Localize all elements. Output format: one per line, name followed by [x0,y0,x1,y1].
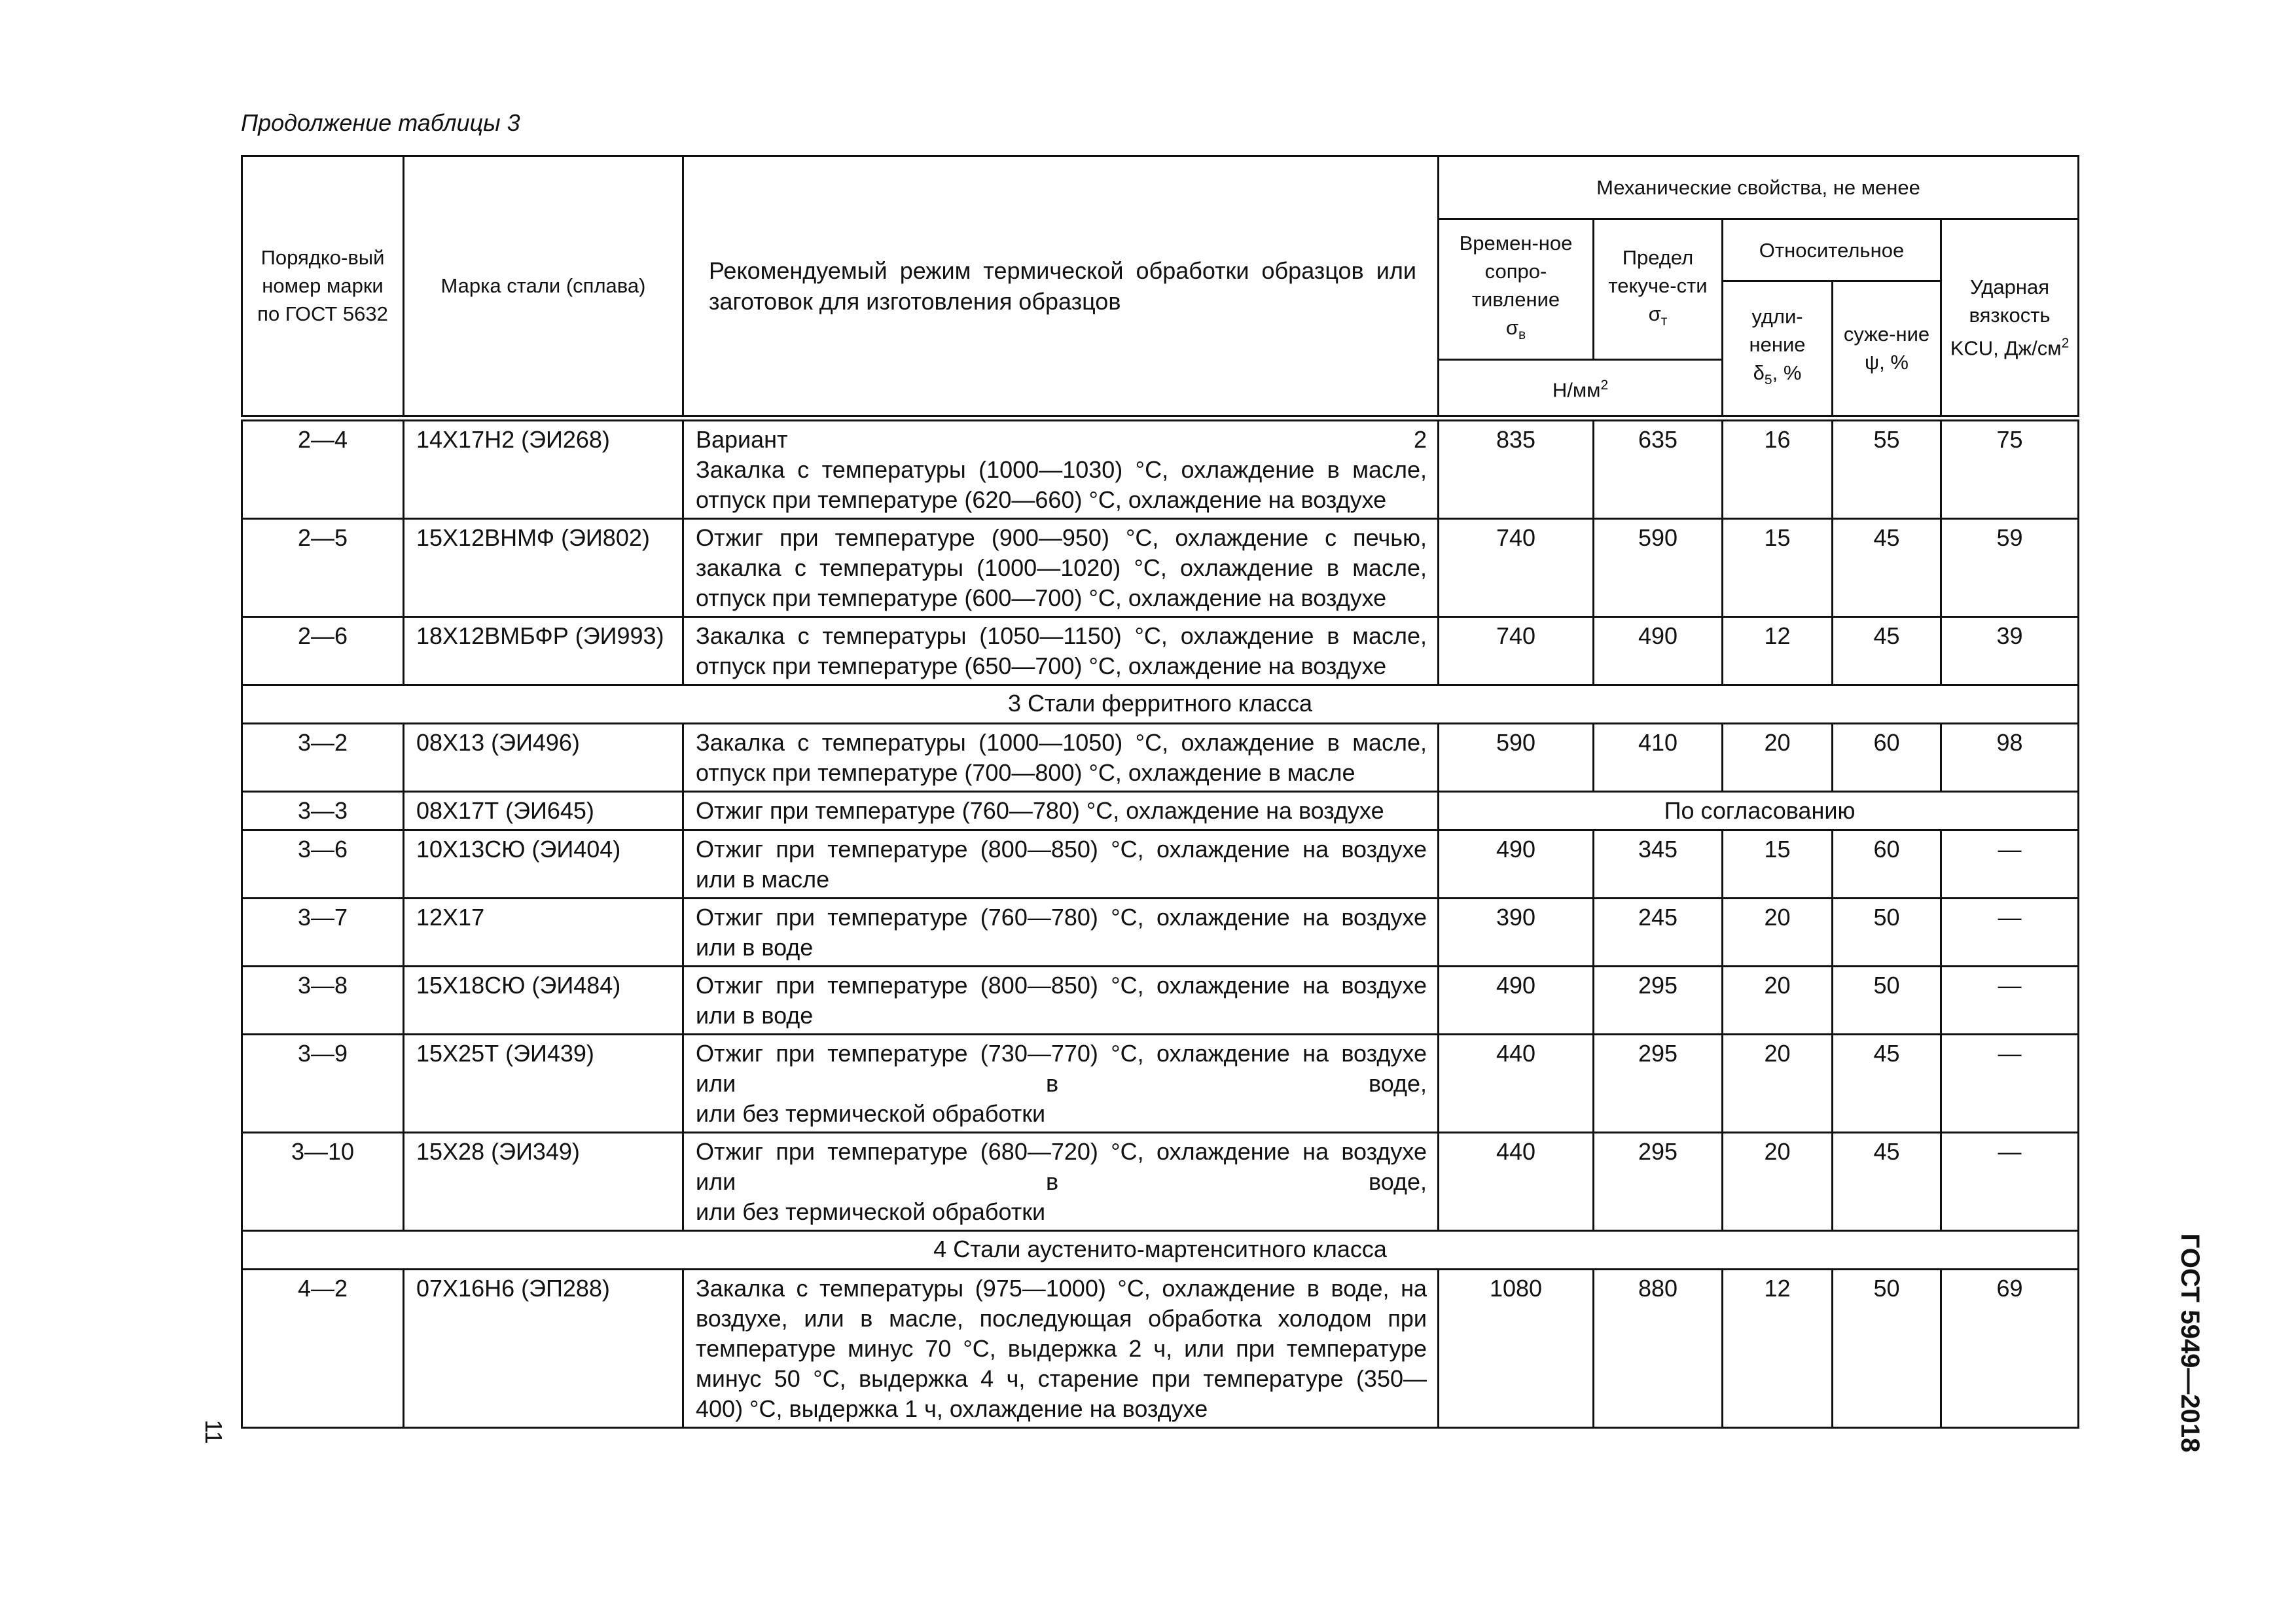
header-elongation-unit: , % [1772,361,1802,385]
header-impact-text: Ударная вязкость KCU, Дж/см [1950,275,2062,359]
cell-elongation: 20 [1723,966,1833,1034]
cell-reduction: 55 [1833,418,1941,519]
treatment-line: минус 50 °С, выдержка 4 ч, старение при температуре (350— [696,1364,1427,1392]
steel-table-container [241,155,2077,1429]
treatment-line: воздухе, или в масле, последующая обработка холодом при [696,1304,1427,1332]
cell-impact: — [1941,830,2079,898]
treatment-line: или в воде, [696,1168,1427,1195]
header-tensile-text: Времен-ное сопро-тивление [1459,232,1573,312]
table-row [242,418,2079,519]
cell-elongation: 20 [1723,1034,1833,1132]
table-row [242,1269,2079,1427]
header-elongation-symbol: δ [1753,361,1765,385]
table-row [242,898,2079,966]
header-yield-sub: т [1660,313,1668,329]
treatment-line: или в воде, [696,1069,1427,1097]
cell-tensile: 440 [1439,1132,1594,1230]
cell-grade: 07Х16Н6 (ЭП288) [404,1269,683,1427]
treatment-line: или в воде [696,1001,814,1029]
cell-reduction: 45 [1833,518,1941,616]
treatment-line: Закалка с температуры (1050—1150) °С, охлаждение в масле, [696,622,1427,649]
cell-yield: 295 [1594,1034,1723,1132]
cell-treatment [683,1132,1439,1230]
cell-tensile: 440 [1439,1034,1594,1132]
treatment-line: Закалка с температуры (975—1000) °С, охлаждение в воде, на [696,1274,1427,1302]
table-body [242,418,2079,1428]
treatment-line: Отжиг при температуре (730—770) °С, охлаждение на воздухе [696,1039,1427,1067]
header-reduction-symbol: ψ, % [1865,351,1909,374]
page-number: 11 [200,1419,227,1444]
table-row [242,1034,2079,1132]
header-mech-props: Механические свойства, не менее [1439,156,2079,219]
treatment-line: отпуск при температуре (620—660) °С, охлаждение на воздухе [696,486,1387,513]
table-row [242,830,2079,898]
cell-treatment [683,518,1439,616]
cell-elongation: 12 [1723,1269,1833,1427]
cell-yield: 590 [1594,518,1723,616]
header-reduction-text: суже-ние [1843,323,1930,346]
header-yield-symbol: σ [1648,302,1661,325]
cell-elongation: 20 [1723,723,1833,791]
header-yield [1594,219,1723,360]
header-reduction [1833,281,1941,418]
cell-number: 3—10 [242,1132,404,1230]
cell-yield: 295 [1594,966,1723,1034]
cell-impact: 98 [1941,723,2079,791]
header-elongation-sub: 5 [1764,372,1772,388]
header-mode: Рекомендуемый режим термической обработки образцов или заготовок для изготовления образцов [683,156,1439,418]
cell-elongation: 20 [1723,1132,1833,1230]
cell-grade: 18Х12ВМБФР (ЭИ993) [404,616,683,685]
cell-grade: 14Х17Н2 (ЭИ268) [404,418,683,519]
treatment-line: или в масле [696,865,830,893]
cell-impact: 69 [1941,1269,2079,1427]
cell-yield: 635 [1594,418,1723,519]
section-row [242,1230,2079,1269]
cell-treatment [683,418,1439,519]
cell-tensile: 740 [1439,518,1594,616]
cell-impact: — [1941,966,2079,1034]
cell-treatment [683,1269,1439,1427]
cell-number: 3—2 [242,723,404,791]
treatment-line: отпуск при температуре (600—700) °С, охлаждение на воздухе [696,584,1387,611]
header-elongation [1723,281,1833,418]
header-relative: Относительное [1723,219,1941,281]
cell-merged-note: По согласованию [1439,791,2079,830]
cell-impact: — [1941,1034,2079,1132]
cell-elongation: 16 [1723,418,1833,519]
cell-number: 3—8 [242,966,404,1034]
table-row [242,966,2079,1034]
cell-grade: 15Х12ВНМФ (ЭИ802) [404,518,683,616]
cell-treatment [683,723,1439,791]
cell-impact: 75 [1941,418,2079,519]
cell-yield: 880 [1594,1269,1723,1427]
treatment-line: Закалка с температуры (1000—1030) °С, охлаждение в масле, [696,455,1427,483]
treatment-line: температуре минус 70 °С, выдержка 2 ч, или при температуре [696,1334,1427,1362]
cell-yield: 490 [1594,616,1723,685]
treatment-line: Отжиг при температуре (680—720) °С, охлаждение на воздухе [696,1137,1427,1165]
cell-treatment [683,616,1439,685]
cell-treatment [683,1034,1439,1132]
cell-reduction: 50 [1833,966,1941,1034]
header-impact-sup: 2 [2061,335,2070,351]
table-row [242,791,2079,830]
treatment-line: 400) °С, выдержка 1 ч, охлаждение на воздухе [696,1395,1208,1422]
header-tensile-symbol: σ [1505,316,1518,340]
steel-table [241,155,2079,1429]
treatment-line: отпуск при температуре (700—800) °С, охлаждение в масле [696,758,1355,786]
cell-treatment [683,966,1439,1034]
cell-number: 4—2 [242,1269,404,1427]
cell-treatment [683,898,1439,966]
header-tensile [1439,219,1594,360]
cell-number: 2—4 [242,418,404,519]
treatment-line: или без термической обработки [696,1198,1046,1225]
cell-number: 3—9 [242,1034,404,1132]
cell-elongation: 12 [1723,616,1833,685]
cell-number: 2—5 [242,518,404,616]
cell-grade: 08Х17Т (ЭИ645) [404,791,683,830]
header-elongation-text: удли-нение [1749,305,1806,357]
standard-designation: ГОСТ 5949—2018 [2176,1233,2204,1453]
cell-reduction: 45 [1833,1132,1941,1230]
header-unit-sup: 2 [1600,378,1609,393]
table-row [242,616,2079,685]
cell-treatment [683,791,1439,830]
cell-grade: 15Х28 (ЭИ349) [404,1132,683,1230]
header-yield-text: Предел текуче-сти [1608,245,1708,297]
cell-grade: 12Х17 [404,898,683,966]
table-row [242,518,2079,616]
table-row [242,723,2079,791]
table-header [242,156,2079,418]
treatment-line: Отжиг при температуре (900—950) °С, охлаждение с печью, [696,524,1427,551]
cell-reduction: 45 [1833,616,1941,685]
cell-grade: 10Х13СЮ (ЭИ404) [404,830,683,898]
cell-reduction: 50 [1833,898,1941,966]
treatment-line: Отжиг при температуре (800—850) °С, охлаждение на воздухе [696,835,1427,863]
cell-impact: — [1941,1132,2079,1230]
treatment-line: закалка с температуры (1000—1020) °С, охлаждение в масле, [696,554,1427,581]
treatment-line: или в воде [696,933,814,961]
header-number: Порядко-вый номер марки по ГОСТ 5632 [242,156,404,418]
table-row [242,1132,2079,1230]
cell-number: 2—6 [242,616,404,685]
cell-impact: 39 [1941,616,2079,685]
table-caption: Продолжение таблицы 3 [241,109,520,136]
treatment-line: Отжиг при температуре (760—780) °С, охлаждение на воздухе [696,796,1384,824]
cell-number: 3—3 [242,791,404,830]
cell-number: 3—6 [242,830,404,898]
cell-yield: 295 [1594,1132,1723,1230]
cell-reduction: 60 [1833,723,1941,791]
treatment-line: Закалка с температуры (1000—1050) °С, охлаждение в масле, [696,728,1427,756]
section-title: 4 Стали аустенито-мартенситного класса [242,1230,2079,1269]
section-title: 3 Стали ферритного класса [242,685,2079,723]
treatment-line: или без термической обработки [696,1099,1046,1127]
treatment-line: отпуск при температуре (650—700) °С, охлаждение на воздухе [696,652,1387,679]
header-unit [1439,360,1723,418]
cell-tensile: 835 [1439,418,1594,519]
cell-number: 3—7 [242,898,404,966]
header-unit-text: Н/мм [1552,378,1601,402]
treatment-line: Отжиг при температуре (800—850) °С, охлаждение на воздухе [696,971,1427,999]
cell-tensile: 490 [1439,966,1594,1034]
cell-yield: 345 [1594,830,1723,898]
header-grade: Марка стали (сплава) [404,156,683,418]
cell-tensile: 740 [1439,616,1594,685]
cell-elongation: 15 [1723,518,1833,616]
cell-yield: 410 [1594,723,1723,791]
cell-yield: 245 [1594,898,1723,966]
cell-reduction: 50 [1833,1269,1941,1427]
cell-grade: 15Х25Т (ЭИ439) [404,1034,683,1132]
section-row [242,685,2079,723]
cell-treatment [683,830,1439,898]
cell-impact: 59 [1941,518,2079,616]
cell-impact: — [1941,898,2079,966]
cell-reduction: 45 [1833,1034,1941,1132]
cell-reduction: 60 [1833,830,1941,898]
header-impact [1941,219,2079,418]
cell-grade: 08Х13 (ЭИ496) [404,723,683,791]
cell-elongation: 20 [1723,898,1833,966]
cell-tensile: 490 [1439,830,1594,898]
treatment-line: Отжиг при температуре (760—780) °С, охлаждение на воздухе [696,903,1427,931]
cell-tensile: 390 [1439,898,1594,966]
cell-tensile: 1080 [1439,1269,1594,1427]
cell-grade: 15Х18СЮ (ЭИ484) [404,966,683,1034]
header-tensile-sub: в [1518,327,1526,343]
treatment-line: Вариант 2 [696,425,1427,453]
cell-tensile: 590 [1439,723,1594,791]
cell-elongation: 15 [1723,830,1833,898]
